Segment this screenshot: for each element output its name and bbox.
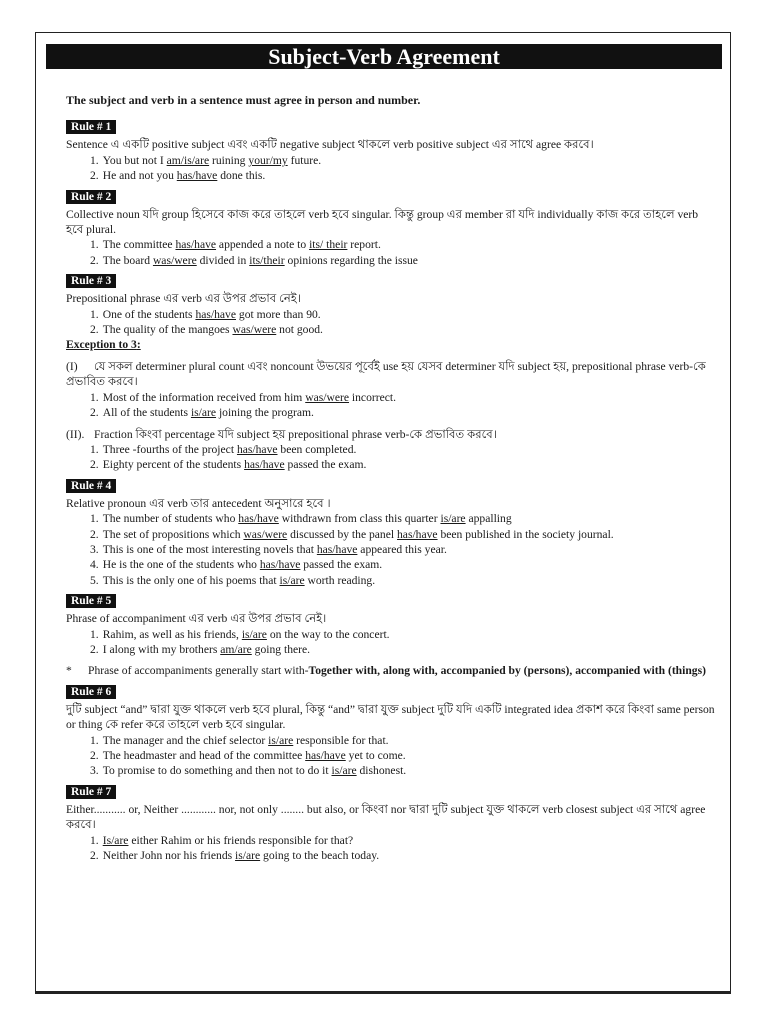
exception-label: (II). xyxy=(66,427,85,441)
sentence-text: worth reading. xyxy=(304,573,376,587)
sentence-text: future. xyxy=(287,153,322,167)
sentence-text: opinions regarding the issue xyxy=(284,253,418,267)
page-title: Subject-Verb Agreement xyxy=(46,44,722,69)
exception-description xyxy=(66,427,716,442)
example-sentence xyxy=(90,763,716,778)
example-sentence xyxy=(90,733,716,748)
rule-section xyxy=(66,779,716,864)
sentence-text: yet to come. xyxy=(345,749,406,762)
note-plain: Phrase of accompaniments generally start with- xyxy=(88,664,309,678)
example-sentence xyxy=(90,405,716,420)
verb-choice: is/are xyxy=(331,764,357,778)
exception-text: Fraction কিংবা percentage যদি subject হয় prepositional phrase verb-কে প্রভাবিত করবে। xyxy=(94,427,497,441)
rule-description: Prepositional phrase এর verb এর উপর প্রভাব নেই। xyxy=(66,292,301,306)
item-number: 4. xyxy=(90,558,99,572)
item-number: 3. xyxy=(90,542,99,556)
verb-choice: was/were xyxy=(232,323,277,337)
verb-choice: its/their xyxy=(249,253,285,267)
item-number: 1. xyxy=(90,442,99,456)
example-sentence xyxy=(90,573,716,588)
example-sentence xyxy=(90,848,716,863)
exception-description xyxy=(66,359,716,390)
example-sentence xyxy=(90,748,716,763)
verb-choice: has/have xyxy=(195,307,236,321)
document-page xyxy=(35,32,731,994)
rule-description: Collective noun যদি group হিসেবে কাজ করে তাহলে verb হবে singular. কিন্তু group এর member রা যদি individually কাজ করে তাহলে verb হবে plural. xyxy=(66,207,699,237)
item-number: 2. xyxy=(90,169,99,183)
sentence-text: Neither John nor his friends xyxy=(102,849,236,863)
verb-choice: its/ their xyxy=(309,238,348,252)
rules-list xyxy=(66,114,716,863)
example-sentence xyxy=(90,307,716,322)
example-sentence xyxy=(90,527,716,542)
item-number: 1. xyxy=(90,833,99,847)
item-number: 2. xyxy=(90,406,99,420)
rule-section xyxy=(66,268,716,472)
item-number: 1. xyxy=(90,390,99,404)
rule-label: Rule # 6 xyxy=(66,685,116,699)
verb-choice: is/are xyxy=(440,512,466,526)
verb-choice: has/have xyxy=(397,527,438,541)
sentence-text: To promise to do something and then not to do it xyxy=(102,764,332,778)
document-body xyxy=(66,93,716,863)
item-number: 2. xyxy=(90,253,99,267)
example-sentence xyxy=(90,322,716,337)
rule-label: Rule # 2 xyxy=(66,190,116,204)
item-number: 5. xyxy=(90,573,99,587)
item-number: 2. xyxy=(90,527,99,541)
item-number: 1. xyxy=(90,238,99,252)
sentence-text: Rahim, as well as his friends, xyxy=(102,627,242,641)
verb-choice: is/are xyxy=(235,849,261,863)
verb-choice: was/were xyxy=(152,253,197,267)
note-bold: Together with, along with, accompanied by (persons), accompanied with (things) xyxy=(308,664,706,678)
item-number: 2. xyxy=(90,458,99,472)
example-sentence xyxy=(90,390,716,405)
rule-section xyxy=(66,473,716,588)
item-number: 3. xyxy=(90,764,99,778)
verb-choice: Is/are xyxy=(102,833,129,847)
sentence-text: The number of students who xyxy=(102,512,239,526)
verb-choice: is/are xyxy=(268,733,294,747)
item-number: 2. xyxy=(90,749,99,762)
sentence-text: Most of the information received from him xyxy=(102,390,306,404)
sentence-text: divided in xyxy=(196,253,250,267)
sentence-text: discussed by the panel xyxy=(287,527,397,541)
example-sentence xyxy=(90,442,716,457)
verb-choice: has/have xyxy=(236,442,278,456)
example-sentence xyxy=(90,153,716,168)
example-sentence xyxy=(90,542,716,557)
item-number: 1. xyxy=(90,153,99,167)
note-text xyxy=(66,663,716,678)
sentence-text: appalling xyxy=(465,512,512,526)
exception-heading xyxy=(66,337,716,352)
exception-label: (I) xyxy=(66,359,78,373)
exception-title: Exception to 3 xyxy=(66,338,137,352)
sentence-text: on the way to the concert. xyxy=(266,627,390,641)
rule-label: Rule # 4 xyxy=(66,479,116,493)
example-sentence xyxy=(90,237,716,252)
sentence-text: The manager and the chief selector xyxy=(102,733,269,747)
sentence-text: I along with my brothers xyxy=(102,642,221,656)
rule-description: Phrase of accompaniment এর verb এর উপর প্রভাব নেই। xyxy=(66,612,327,626)
sentence-text: report. xyxy=(347,238,381,252)
example-sentence xyxy=(90,642,716,657)
sentence-text: appended a note to xyxy=(216,238,310,252)
sentence-text: All of the students xyxy=(102,406,191,420)
sentence-text: appeared this year. xyxy=(357,542,447,556)
sentence-text: passed the exam. xyxy=(284,458,367,472)
example-sentence xyxy=(90,511,716,526)
sentence-text: been completed. xyxy=(277,442,357,456)
sentence-text: The headmaster and head of the committee xyxy=(102,749,306,762)
sentence-text: going to the beach today. xyxy=(260,849,380,863)
sentence-text: either Rahim or his friends responsible for that? xyxy=(128,833,354,847)
sentence-text: The quality of the mangoes xyxy=(102,323,233,337)
item-number: 2. xyxy=(90,323,99,337)
rule-section xyxy=(66,679,716,779)
verb-choice: is/are xyxy=(279,573,305,587)
sentence-text: going there. xyxy=(251,642,311,656)
verb-choice: has/have xyxy=(305,749,346,762)
rule-description: দুটি subject “and” দ্বারা যুক্ত থাকলে verb হবে plural, কিন্তু “and” দ্বারা যুক্ত subject দুটি যদি একটি integrated idea প্রকাশ করে কিংবা same person or thing কে refer করে তাহলে verb হবে singular. xyxy=(66,702,715,732)
rule-label: Rule # 3 xyxy=(66,274,116,288)
verb-choice: has/have xyxy=(259,558,301,572)
example-sentence xyxy=(90,168,716,183)
verb-choice: has/have xyxy=(244,458,285,472)
sentence-text: been published in the society journal. xyxy=(437,527,614,541)
verb-choice: was/were xyxy=(243,527,288,541)
exception-text: যে সকল determiner plural count এবং noncount উভয়ের পূর্বেই use হয় যেসব determiner যদি subject হয়, prepositional phrase verb-কে প্রভাবিত করবে। xyxy=(66,359,706,389)
rule-section xyxy=(66,588,716,679)
sentence-text: ruining xyxy=(209,153,249,167)
verb-choice: was/were xyxy=(305,390,350,404)
example-sentence xyxy=(90,627,716,642)
rule-section xyxy=(66,184,716,269)
verb-choice: has/have xyxy=(175,238,217,252)
sentence-text: responsible for that. xyxy=(293,733,389,747)
rule-label: Rule # 7 xyxy=(66,785,116,799)
verb-choice: is/are xyxy=(190,406,217,420)
sentence-text: One of the students xyxy=(102,307,196,321)
sentence-text: You but not I xyxy=(102,153,167,167)
rule-description: Relative pronoun এর verb তার antecedent অনুসারে হবে । xyxy=(66,496,331,510)
example-sentence xyxy=(90,833,716,848)
sentence-text: joining the program. xyxy=(216,406,314,420)
item-number: 1. xyxy=(90,733,99,747)
sentence-text: Eighty percent of the students xyxy=(102,458,245,472)
verb-choice: am/is/are xyxy=(166,153,210,167)
sentence-text: got more than 90. xyxy=(236,307,321,321)
item-number: 1. xyxy=(90,512,99,526)
rule-description: Sentence এ একটি positive subject এবং একটি negative subject থাকলে verb positive subject এর সাথে agree করবে। xyxy=(66,138,594,152)
intro-text: The subject and verb in a sentence must agree in person and number. xyxy=(66,93,421,107)
verb-choice: is/are xyxy=(241,627,267,641)
sentence-text: The set of propositions which xyxy=(102,527,244,541)
verb-choice: has/have xyxy=(176,169,218,183)
example-sentence xyxy=(90,457,716,472)
rule-label: Rule # 5 xyxy=(66,594,116,608)
sentence-text: incorrect. xyxy=(349,390,397,404)
verb-choice: your/my xyxy=(248,153,288,167)
item-number: 2. xyxy=(90,849,99,863)
exception-colon: : xyxy=(136,338,141,352)
verb-choice: has/have xyxy=(238,512,279,526)
item-number: 1. xyxy=(90,307,99,321)
sentence-text: He and not you xyxy=(102,169,177,183)
sentence-text: passed the exam. xyxy=(300,558,383,572)
sentence-text: withdrawn from class this quarter xyxy=(278,512,441,526)
asterisk-mark: * xyxy=(66,664,72,678)
rule-label: Rule # 1 xyxy=(66,120,116,134)
sentence-text: Three -fourths of the project xyxy=(102,442,237,456)
sentence-text: This is the only one of his poems that xyxy=(102,573,280,587)
item-number: 2. xyxy=(90,642,99,656)
rule-section xyxy=(66,114,716,183)
example-sentence xyxy=(90,253,716,268)
sentence-text: This is one of the most interesting novels that xyxy=(102,542,317,556)
rule-description: Either........... or, Neither ............ nor, not only ........ but also, or কিংবা nor দ্বারা দুটি subject যুক্ত থাকলে verb closest subject এর সাথে agree করবে। xyxy=(66,802,706,832)
sentence-text: The board xyxy=(102,253,153,267)
item-number: 1. xyxy=(90,627,99,641)
verb-choice: has/have xyxy=(316,542,358,556)
sentence-text: The committee xyxy=(102,238,176,252)
example-sentence xyxy=(90,557,716,572)
sentence-text: dishonest. xyxy=(356,764,407,778)
sentence-text: He is the one of the students who xyxy=(102,558,260,572)
verb-choice: am/are xyxy=(220,642,252,656)
sentence-text: not good. xyxy=(276,323,323,337)
sentence-text: done this. xyxy=(217,169,266,183)
